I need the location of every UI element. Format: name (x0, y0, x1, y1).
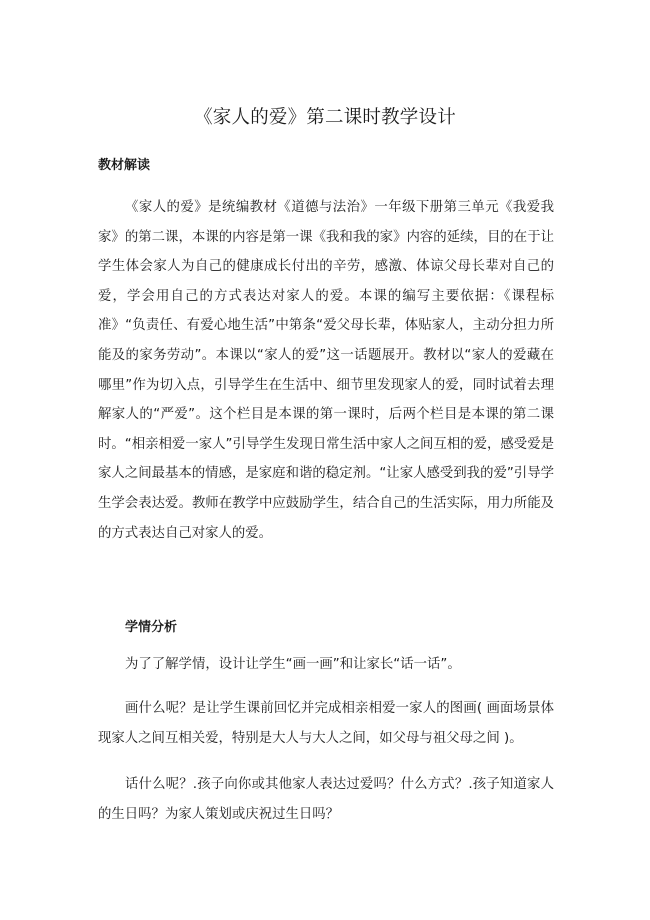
learner-analysis-paragraph-3: 话什么呢？.孩子向你或其他家人表达过爱吗？什么方式？.孩子知道家人的生日吗？为家人策划或庆祝过生日吗？ (98, 777, 554, 822)
textbook-analysis-paragraph: 《家人的爱》是统编教材《道德与法治》一年级下册第三单元《我爱我家》的第二课，本课的内容是第一课《我和我的家》内容的延续，目的在于让学生体会家人为自己的健康成长付出的辛劳，感激、体谅父母长辈对自己的爱，学会用自己的方式表达对家人的爱。本课的编写主要依据：《课程标准》“负责任、有爱心地生活”中第条“爱父母长辈，体贴家人，主动分担力所能及的家务劳动”。本课以“家人的爱”这一话题展开。教材以“家人的爱藏在哪里”作为切入点，引导学生在生活中、细节里发现家人的爱，同时试着去理解家人的“严爱”。这个栏目是本课的第一课时，后两个栏目是本课的第二课时。“相亲相爱一家人”引导学生发现日常生活中家人之间互相的爱，感受爱是家人之间最基本的情感，是家庭和谐的稳定剂。“让家人感受到我的爱”引导学生学会表达爱。教师在教学中应鼓励学生，结合自己的生活实际，用力所能及的方式表达自己对家人的爱。 (98, 200, 554, 541)
learner-analysis-paragraph-1: 为了了解学情，设计让学生“画一画”和让家长“话一话”。 (125, 657, 461, 672)
learner-analysis-paragraph-2: 画什么呢？是让学生课前回忆并完成相亲相爱一家人的图画( 画面场景体现家人之间互相关爱，特别是大人与大人之间，如父母与祖父母之间 )。 (98, 701, 554, 746)
section-heading-textbook-analysis: 教材解读 (98, 158, 151, 173)
document-title: 《家人的爱》第二课时教学设计 (194, 107, 456, 128)
section-heading-learner-analysis: 学情分析 (125, 620, 178, 635)
